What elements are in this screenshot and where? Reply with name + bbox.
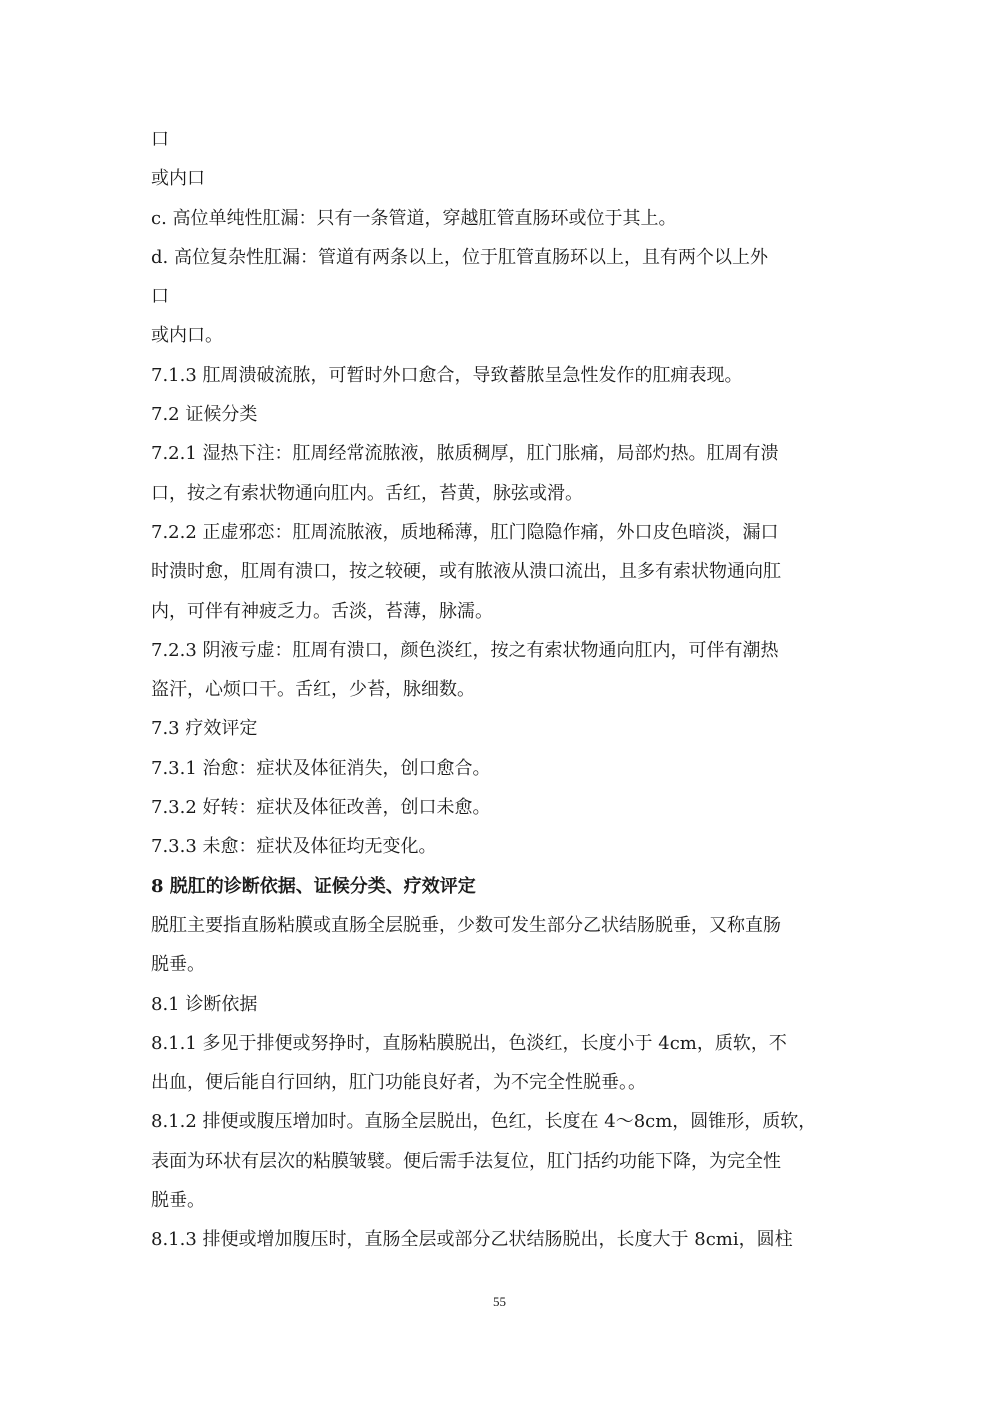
text-line: 口，按之有索状物通向肛内。舌红，苔黄，脉弦或滑。 — [151, 482, 583, 504]
text-line: 7.1.3 肛周溃破流脓，可暂时外口愈合，导致蓄脓呈急性发作的肛痈表现。 — [151, 364, 743, 386]
text-line: 7.2.3 阴液亏虚：肛周有溃口，颜色淡红，按之有索状物通向肛内，可伴有潮热 — [151, 639, 779, 661]
text-line: 口 — [151, 129, 169, 150]
section-heading: 8.1 诊断依据 — [151, 993, 258, 1015]
text-line: 口 — [151, 286, 169, 308]
text-line: c. 高位单纯性肛漏：只有一条管道，穿越肛管直肠环或位于其上。 — [151, 207, 677, 229]
text-line: 7.2.2 正虚邪恋：肛周流脓液，质地稀薄，肛门隐隐作痛，外口皮色暗淡，漏口 — [151, 521, 779, 543]
text-line: 8.1.3 排便或增加腹压时，直肠全层或部分乙状结肠脱出，长度大于 8cmi，圆柱 — [151, 1229, 793, 1251]
text-line: 或内口 — [151, 168, 205, 190]
text-line: 7.3.3 未愈：症状及体征均无变化。 — [151, 836, 437, 858]
text-line: 8.1.1 多见于排便或努挣时，直肠粘膜脱出，色淡红，长度小于 4cm，质软，不 — [151, 1032, 787, 1054]
text-line: 表面为环状有层次的粘膜皱襞。便后需手法复位，肛门括约功能下降，为完全性 — [151, 1150, 781, 1172]
text-line: 8.1.2 排便或腹压增加时。直肠全层脱出，色红，长度在 4～8cm，圆锥形，质软， — [151, 1111, 817, 1133]
text-line: 7.3.1 治愈：症状及体征消失，创口愈合。 — [151, 757, 491, 779]
text-line: 内，可伴有神疲乏力。舌淡，苔薄，脉濡。 — [151, 600, 493, 622]
section-heading: 7.3 疗效评定 — [151, 718, 258, 740]
section-heading: 7.2 证候分类 — [151, 404, 258, 426]
text-line: d. 高位复杂性肛漏：管道有两条以上，位于肛管直肠环以上，且有两个以上外 — [151, 246, 768, 268]
text-line: 脱肛主要指直肠粘膜或直肠全层脱垂，少数可发生部分乙状结肠脱垂，又称直肠 — [151, 914, 781, 936]
body-text — [151, 120, 851, 1260]
page-number: 55 — [493, 1294, 506, 1309]
chapter-heading: 8 脱肛的诊断依据、证候分类、疗效评定 — [151, 875, 476, 897]
text-line: 7.3.2 好转：症状及体征改善，创口未愈。 — [151, 797, 491, 819]
text-line: 或内口。 — [151, 325, 223, 347]
text-line: 7.2.1 湿热下注：肛周经常流脓液，脓质稠厚，肛门胀痛，局部灼热。肛周有溃 — [151, 443, 779, 465]
text-line: 脱垂。 — [151, 954, 205, 976]
text-line: 出血，便后能自行回纳，肛门功能良好者，为不完全性脱垂。。 — [151, 1072, 646, 1094]
text-line: 盗汗，心烦口干。舌红，少苔，脉细数。 — [151, 679, 475, 701]
text-line: 脱垂。 — [151, 1190, 205, 1212]
text-line: 时溃时愈，肛周有溃口，按之较硬，或有脓液从溃口流出，且多有索状物通向肛 — [151, 561, 781, 583]
